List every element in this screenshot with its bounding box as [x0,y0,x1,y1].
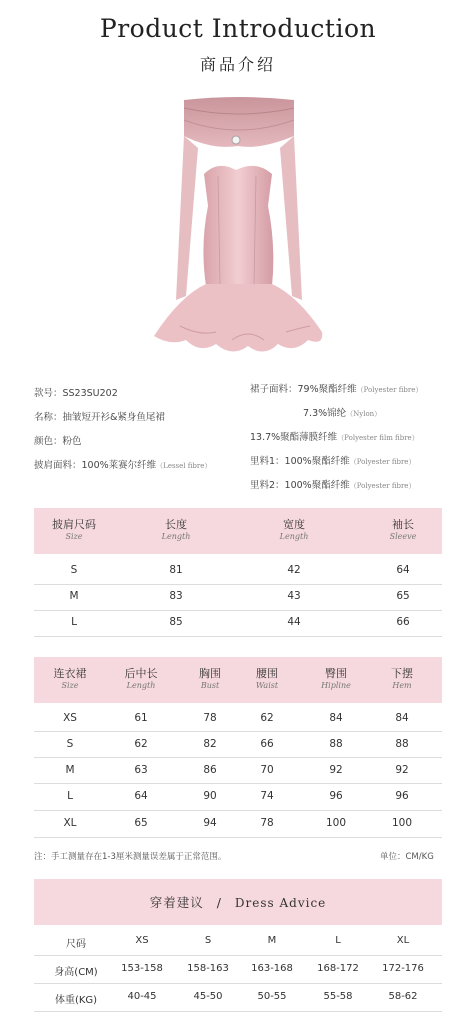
spec-skirt-fabric-1 [250,381,422,395]
page-title-en: Product Introduction [99,14,377,43]
dress-header-hipline: 臀围 Hipline [321,667,351,690]
table-row: 尺码 XS S M L XL [34,929,442,956]
dress-header-bust: 胸围 Bust [199,667,221,690]
table-row: 体重(KG) 40-45 45-50 50-55 55-58 58-62 [34,983,442,1012]
product-image [140,96,336,368]
dress-header-waist: 腰围 Waist [255,667,279,690]
table-row: S 81 42 64 [34,558,442,585]
spec-shawl-fabric-cn: 披肩面料：100%莱赛尔纤维 [34,460,157,471]
spec-skirt-fabric-3-cn: 13.7%聚酯薄膜纤维 [250,432,338,443]
spec-shawl-fabric-en: （Lessel fibre） [156,462,212,470]
spec-lining-1-en: （Polyester fibre） [349,458,416,466]
table-row: M 63 86 70 92 92 [34,757,442,784]
unit-note: 单位：CM/KG [380,852,434,862]
shawl-header-size: 披肩尺码 Size [52,518,96,541]
spec-lining-2-cn: 里料2：100%聚酯纤维 [250,480,350,491]
shawl-header-sleeve: 袖长 Sleeve [389,518,417,541]
spec-skirt-fabric-1-cn: 裙子面料：79%聚酯纤维 [250,384,357,395]
dress-size-table [34,657,442,841]
dress-advice-title: 穿着建议 / Dress Advice [149,895,327,910]
table-row: S 62 82 66 88 88 [34,731,442,758]
spec-skirt-fabric-2 [303,405,381,419]
measurement-note: 注：手工测量存在1-3厘米测量误差属于正常范围。 [34,852,227,862]
spec-shawl-fabric [34,457,211,471]
shawl-size-table [34,508,442,636]
shawl-header-length: 长度 Length [161,518,191,541]
table-row: XL 65 94 78 100 100 [34,810,442,838]
spec-skirt-fabric-2-cn: 7.3%锦纶 [303,408,347,419]
spec-lining-1 [250,453,415,467]
spec-lining-2-en: （Polyester fibre） [349,482,416,490]
spec-skirt-fabric-3 [250,429,419,443]
table-row: L 85 44 66 [34,610,442,637]
table-row: M 83 43 65 [34,584,442,611]
spec-skirt-fabric-1-en: （Polyester fibre） [356,386,423,394]
table-row: XS 61 78 62 84 84 [34,705,442,732]
spec-color: 颜色：粉色 [34,436,82,447]
spec-lining-1-cn: 里料1：100%聚酯纤维 [250,456,350,467]
dress-advice-table [34,929,442,1013]
dress-header-size: 连衣裙 Size [53,667,87,690]
spec-lining-2 [250,477,415,491]
shawl-table-header [34,508,442,554]
spec-skirt-fabric-3-en: （Polyester film fibre） [337,434,419,442]
dress-header-length: 后中长 Length [124,667,158,690]
spec-name: 名称：抽皱短开衫&紧身鱼尾裙 [34,412,165,423]
page-title-cn: 商品介绍 [199,55,276,74]
shawl-header-width: 宽度 Length [279,518,309,541]
dress-table-header [34,657,442,703]
dress-header-hem: 下摆 Hem [391,667,413,690]
spec-style-no: 款号：SS23SU202 [34,388,118,399]
spec-skirt-fabric-2-en: （Nylon） [346,410,382,418]
dress-advice-header [34,879,442,925]
table-row: 身高(CM) 153-158 158-163 163-168 168-172 172-176 [34,955,442,984]
table-row: L 64 90 74 96 96 [34,783,442,811]
